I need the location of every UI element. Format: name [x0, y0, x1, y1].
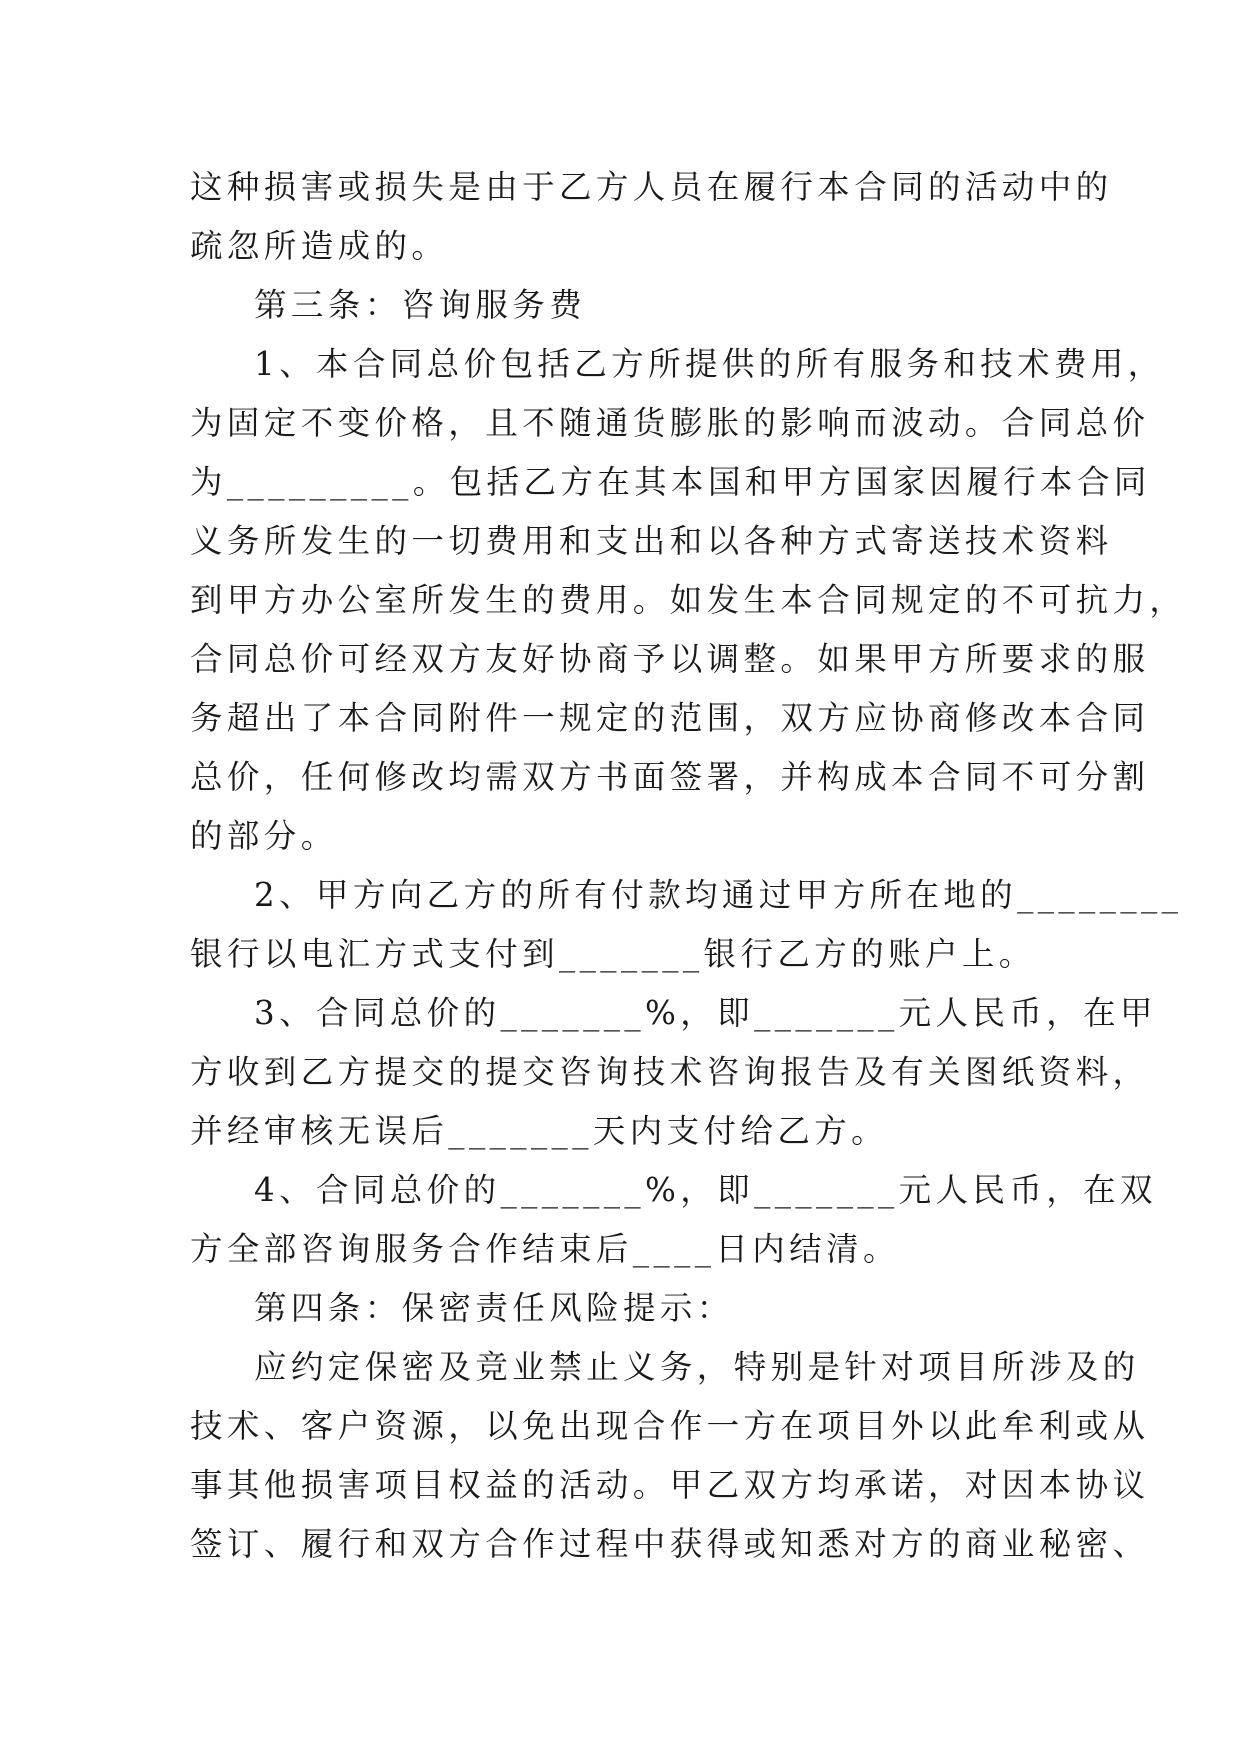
text-line: 应约定保密及竞业禁止义务，特别是针对项目所涉及的	[254, 1348, 1140, 1386]
text-line: 银行以电汇方式支付到_______银行乙方的账户上。	[190, 935, 1036, 973]
article4-heading	[190, 1279, 1050, 1338]
article3-clause4	[190, 1161, 1157, 1279]
text-line: 4、合同总价的_______%，即_______元人民币，在双	[254, 1171, 1157, 1209]
article4-body	[190, 1338, 1150, 1574]
text-line: 方收到乙方提交的提交咨询技术咨询报告及有关图纸资料，	[190, 1053, 1150, 1091]
text-line: 签订、履行和双方合作过程中获得或知悉对方的商业秘密、	[190, 1525, 1150, 1563]
article3-clause1	[190, 335, 1187, 866]
text-line: 总价，任何修改均需双方书面签署，并构成本合同不可分割	[190, 758, 1150, 796]
text-line: 1、本合同总价包括乙方所提供的所有服务和技术费用，	[254, 345, 1165, 383]
article3-clause3	[190, 984, 1157, 1161]
text-line: 义务所发生的一切费用和支出和以各种方式寄送技术资料	[190, 522, 1113, 560]
text-line: 合同总价可经双方友好协商予以调整。如果甲方所要求的服	[190, 640, 1150, 678]
text-line: 并经审核无误后_______天内支付给乙方。	[190, 1112, 889, 1150]
article3-heading	[190, 276, 1050, 335]
text-line: 方全部咨询服务合作结束后____日内结清。	[190, 1230, 900, 1268]
article3-clause2	[190, 866, 1183, 984]
text-line: 务超出了本合同附件一规定的范围，双方应协商修改本合同	[190, 699, 1150, 737]
continuation-paragraph	[190, 158, 1113, 276]
text-line: 为固定不变价格，且不随通货膨胀的影响而波动。合同总价	[190, 404, 1150, 442]
text-line: 技术、客户资源，以免出现合作一方在项目外以此牟利或从	[190, 1407, 1150, 1445]
document-page	[190, 158, 1187, 1574]
text-line: 疏忽所造成的。	[190, 227, 449, 265]
heading-text: 第四条：保密责任风险提示：	[254, 1289, 734, 1327]
text-line: 这种损害或损失是由于乙方人员在履行本合同的活动中的	[190, 168, 1113, 206]
text-line: 2、甲方向乙方的所有付款均通过甲方所在地的________	[254, 876, 1183, 914]
text-line: 的部分。	[190, 817, 338, 855]
text-line: 事其他损害项目权益的活动。甲乙双方均承诺，对因本协议	[190, 1466, 1150, 1504]
heading-text: 第三条：咨询服务费	[254, 286, 587, 324]
text-line: 3、合同总价的_______%，即_______元人民币，在甲	[254, 994, 1157, 1032]
text-line: 到甲方办公室所发生的费用。如发生本合同规定的不可抗力，	[190, 581, 1187, 619]
text-line: 为_________。包括乙方在其本国和甲方国家因履行本合同	[190, 463, 1151, 501]
